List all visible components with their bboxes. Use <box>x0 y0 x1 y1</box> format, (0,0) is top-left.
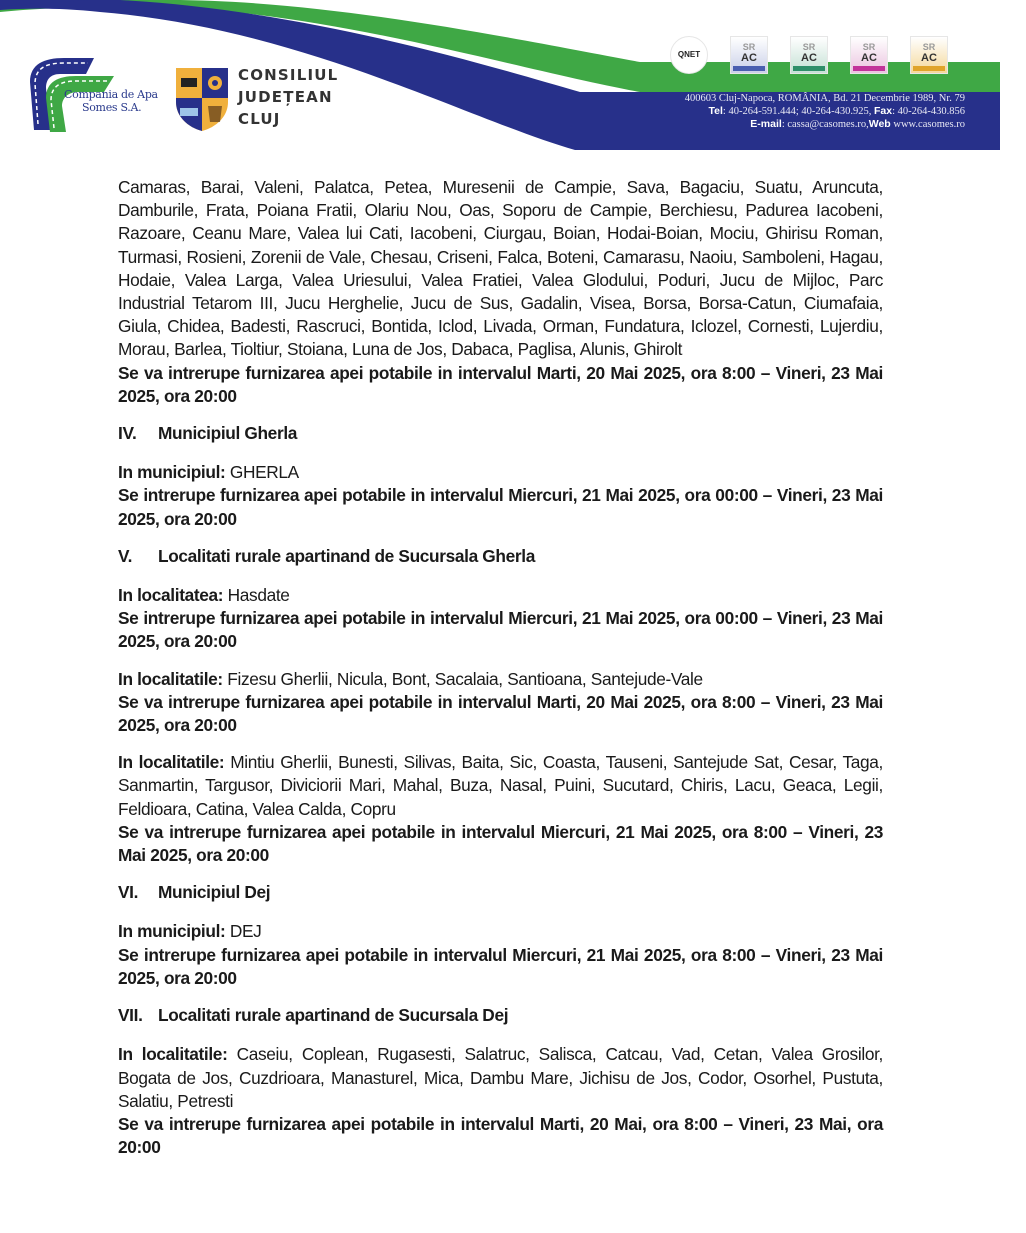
interruption-notice: Se va intrerupe furnizarea apei potabile in intervalul Miercuri, 21 Mai 2025, ora 8:00 – Vineri, 23 Mai 2025, ora 20:00 <box>118 821 883 866</box>
entry-places: GHERLA <box>225 462 299 483</box>
company-name-line-1: Compania de Apa <box>64 88 158 101</box>
entry-places: Hasdate <box>223 585 290 606</box>
interruption-notice: Se va intrerupe furnizarea apei potabile in intervalul Marti, 20 Mai 2025, ora 8:00 – Vineri, 23 Mai 2025, ora 20:00 <box>118 362 883 406</box>
srac-badge-icon <box>730 36 768 74</box>
council-crest-icon <box>174 66 230 132</box>
section-title: Localitati rurale apartinand de Sucursala Gherla <box>158 545 535 566</box>
fax-value: : 40-264-430.856 <box>892 106 965 117</box>
srac-color-bar <box>853 66 885 71</box>
council-name-line-1: CONSILIUL <box>238 66 339 84</box>
council-name-line-3: CLUJ <box>238 110 281 128</box>
company-name-line-2: Somes S.A. <box>82 101 142 114</box>
certification-badges <box>670 36 948 74</box>
company-logo-text <box>64 88 158 114</box>
srac-label: AC <box>861 52 877 64</box>
entry-label: In localitatea: <box>118 585 224 606</box>
fax-label: Fax <box>873 105 893 117</box>
srac-label: AC <box>801 52 817 64</box>
entry-label: In localitatile: <box>118 1044 228 1065</box>
email-web-line <box>580 118 965 131</box>
section-heading <box>118 422 883 445</box>
srac-color-bar <box>913 66 945 71</box>
document-body <box>118 176 883 1159</box>
srac-label: AC <box>741 52 757 64</box>
entry-places: Fizesu Gherlii, Nicula, Bont, Sacalaia, Santioana, Santejude-Vale <box>222 668 703 689</box>
section-title: Localitati rurale apartinand de Sucursala Dej <box>158 1005 509 1026</box>
srac-color-bar <box>733 66 765 71</box>
locality-entry <box>118 668 883 691</box>
entry-label: In localitatile: <box>118 668 223 689</box>
srac-mark: SR <box>802 42 816 52</box>
council-name-line-2: JUDEȚEAN <box>238 88 333 106</box>
srac-mark: SR <box>922 42 936 52</box>
section-number: IV. <box>118 423 137 444</box>
email-label: E-mail <box>750 118 782 130</box>
letterhead <box>0 0 1026 160</box>
section-title: Municipiul Dej <box>158 882 271 903</box>
locality-entry <box>118 751 883 821</box>
srac-badge-icon <box>790 36 828 74</box>
srac-mark: SR <box>742 42 756 52</box>
entry-label: In municipiul: <box>118 462 226 483</box>
contact-info <box>580 92 965 131</box>
council-name <box>238 64 338 130</box>
interruption-notice: Se intrerupe furnizarea apei potabile in intervalul Miercuri, 21 Mai 2025, ora 8:00 – Vineri, 23 Mai 2025, ora 20:00 <box>118 944 883 988</box>
locality-entry <box>118 461 883 484</box>
section-number: VI. <box>118 882 139 903</box>
localities-list: Camaras, Barai, Valeni, Palatca, Petea, Muresenii de Campie, Sava, Bagaciu, Suatu, Aruncuta, Damburile, Frata, Poiana Fratii, Olariu Nou, Oas, Soporu de Campie, Berchiesu, Padurea Iacobeni, Razoare, Ceanu Mare, Valea lui Cati, Iacobeni, Ciurgau, Boian, Hodai-Boian, Mociu, Ghirisu Roman, Turmasi, Rosieni, Zorenii de Vale, Chesau, Criseni, Falca, Boteni, Camarasu, Naoiu, Samboleni, Hagau, Hodaie, Valea Larga, Valea Uriesului, Valea Fratiei, Valea Glodului, Poduri, Jucu de Mijloc, Parc Industrial Tetarom III, Jucu Herghelie, Jucu de Sus, Gadalin, Visea, Borsa, Borsa-Catun, Ciumafaia, Giula, Chidea, Badesti, Rascruci, Bontida, Iclod, Livada, Orman, Fundatura, Iclozel, Cornesti, Lujerdiu, Morau, Barlea, Tioltiur, Stoiana, Luna de Jos, Dabaca, Paglisa, Alunis, Ghirolt <box>118 177 883 360</box>
interruption-notice: Se va intrerupe furnizarea apei potabile in intervalul Marti, 20 Mai, ora 8:00 – Vineri, 23 Mai, ora 20:00 <box>118 1113 883 1158</box>
tel-value: : 40-264-591.444; 40-264-430.925, <box>722 106 872 117</box>
qnet-label: QNET <box>677 49 701 59</box>
section-number: V. <box>118 545 133 566</box>
entry-places: DEJ <box>225 921 262 942</box>
section-title: Municipiul Gherla <box>158 423 298 444</box>
locality-entry <box>118 1043 883 1113</box>
locality-entry <box>118 584 883 607</box>
section-heading <box>118 1004 883 1027</box>
interruption-notice: Se intrerupe furnizarea apei potabile in intervalul Miercuri, 21 Mai 2025, ora 00:00 – Vineri, 23 Mai 2025, ora 20:00 <box>118 608 883 652</box>
entry-places: Mintiu Gherlii, Bunesti, Silivas, Baita, Sic, Coasta, Tauseni, Santejude Sat, Cesar, Taga, Sanmartin, Targusor, Diviciorii Mari, Mahal, Buza, Nasal, Puini, Sucutard, Chiris, Lacu, Geaca, Legii, Feldioara, Catina, Valea Calda, Copru <box>118 752 883 819</box>
srac-badge-icon <box>850 36 888 74</box>
entry-label: In localitatile: <box>118 752 225 773</box>
srac-badge-icon <box>910 36 948 74</box>
srac-mark: SR <box>862 42 876 52</box>
phone-fax-line <box>580 105 965 118</box>
srac-color-bar <box>793 66 825 71</box>
entry-places: Caseiu, Coplean, Rugasesti, Salatruc, Salisca, Catcau, Vad, Cetan, Valea Grosilor, Bogata de Jos, Cuzdrioara, Manasturel, Mica, Dambu Mare, Jichisu de Jos, Codor, Osorhel, Pustuta, Salatiu, Petresti <box>118 1044 883 1111</box>
interruption-notice: Se va intrerupe furnizarea apei potabile in intervalul Marti, 20 Mai 2025, ora 8:00 – Vineri, 23 Mai 2025, ora 20:00 <box>118 691 883 736</box>
section-heading <box>118 881 883 904</box>
web-link[interactable]: www.casomes.ro <box>890 119 965 130</box>
qnet-badge-icon <box>670 36 708 74</box>
section-number: VII. <box>118 1005 143 1026</box>
srac-label: AC <box>921 52 937 64</box>
locality-entry <box>118 920 883 943</box>
web-label: Web <box>868 118 891 130</box>
entry-label: In municipiul: <box>118 921 226 942</box>
address: 400603 Cluj-Napoca, ROMÂNIA, Bd. 21 Decembrie 1989, Nr. 79 <box>684 93 965 104</box>
section-heading <box>118 545 883 568</box>
interruption-notice: Se intrerupe furnizarea apei potabile in intervalul Miercuri, 21 Mai 2025, ora 00:00 – Vineri, 23 Mai 2025, ora 20:00 <box>118 485 883 529</box>
tel-label: Tel <box>708 105 723 117</box>
email-link[interactable]: : cassa@casomes.ro, <box>781 119 869 130</box>
